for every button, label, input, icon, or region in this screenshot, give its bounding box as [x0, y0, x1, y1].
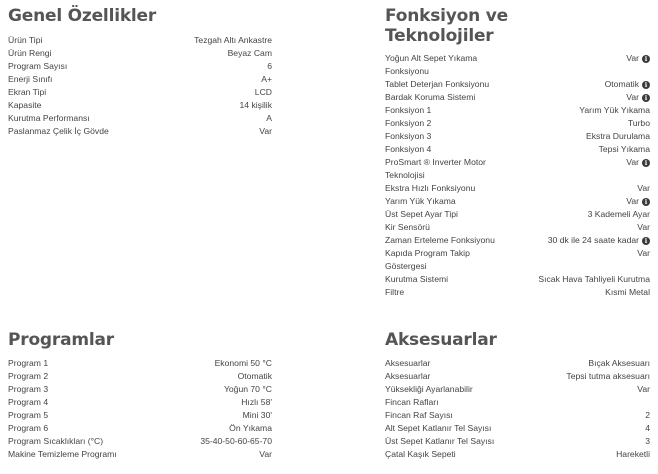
spec-value: Hızlı 58'	[241, 397, 272, 407]
info-icon[interactable]: i	[642, 198, 650, 206]
spec-value-wrap	[240, 99, 272, 112]
spec-value: Var	[637, 248, 650, 258]
spec-row	[385, 208, 650, 221]
spec-value: Var	[259, 449, 272, 459]
spec-label: Ekstra Hızlı Fonksiyonu	[385, 183, 476, 193]
spec-row	[8, 125, 272, 138]
spec-row	[385, 448, 650, 461]
spec-label: Fonksiyon 3	[385, 131, 432, 141]
spec-value: Yoğun 70 °C	[223, 384, 272, 394]
spec-row	[385, 182, 650, 195]
spec-value-wrap	[194, 34, 272, 47]
spec-value-wrap	[200, 435, 272, 448]
spec-label: Çatal Kaşık Sepeti	[385, 449, 456, 459]
spec-label: Program 6	[8, 423, 49, 433]
spec-label: Fonksiyon 1	[385, 105, 432, 115]
spec-value-wrap	[224, 383, 272, 396]
spec-row	[385, 52, 650, 78]
spec-value: 3	[645, 436, 650, 446]
spec-row	[385, 104, 650, 117]
spec-row	[8, 112, 272, 125]
spec-value: Var	[637, 222, 650, 232]
spec-value: Kısmi Metal	[605, 287, 650, 297]
spec-value-wrap	[645, 422, 650, 435]
spec-row	[385, 143, 650, 156]
spec-value-wrap	[626, 195, 650, 208]
spec-label: Üst Sepet Katlanır Tel Sayısı	[385, 436, 495, 446]
spec-row	[8, 357, 272, 370]
programs-section	[8, 330, 272, 461]
functions-technologies-section	[385, 6, 650, 299]
spec-row	[385, 435, 650, 448]
spec-value: Tepsi Yıkama	[598, 144, 650, 154]
spec-value: Var	[626, 157, 639, 167]
accessories-list	[385, 357, 650, 461]
spec-row	[8, 409, 272, 422]
spec-value-wrap	[579, 104, 650, 117]
spec-label: Fonksiyon 4	[385, 144, 432, 154]
spec-value: Tezgah Altı Ankastre	[194, 35, 272, 45]
spec-value: Otomatik	[237, 371, 272, 381]
spec-row	[385, 234, 650, 247]
spec-value-wrap	[605, 286, 650, 299]
spec-value: 35-40-50-60-65-70	[200, 436, 272, 446]
spec-value: Ön Yıkama	[229, 423, 272, 433]
spec-value-wrap	[628, 117, 650, 130]
spec-row	[385, 117, 650, 130]
spec-label: Tablet Deterjan Fonksiyonu	[385, 79, 490, 89]
spec-label: Ürün Tipi	[8, 35, 43, 45]
spec-value: Var	[259, 126, 272, 136]
spec-value-wrap	[259, 125, 272, 138]
spec-row	[8, 86, 272, 99]
accessories-section	[385, 330, 650, 461]
spec-value: Mini 30'	[242, 410, 272, 420]
spec-value: LCD	[254, 87, 272, 97]
general-features-section	[8, 6, 272, 138]
spec-value-wrap	[616, 448, 650, 461]
spec-value: Ekstra Durulama	[586, 131, 650, 141]
spec-row	[8, 60, 272, 73]
spec-value-wrap	[626, 52, 650, 65]
spec-value: 4	[645, 423, 650, 433]
spec-row	[8, 99, 272, 112]
spec-value-wrap	[255, 86, 272, 99]
spec-label: Program 5	[8, 410, 49, 420]
spec-row	[385, 409, 650, 422]
spec-label: Program 2	[8, 371, 49, 381]
spec-value-wrap	[238, 370, 272, 383]
spec-label: Kurutma Performansı	[8, 113, 90, 123]
spec-label: Makine Temizleme Programı	[8, 449, 117, 459]
info-icon[interactable]: i	[642, 55, 650, 63]
spec-value: 3 Kademeli Ayar	[587, 209, 650, 219]
spec-row	[8, 383, 272, 396]
info-icon[interactable]: i	[642, 81, 650, 89]
functions-technologies-title: Fonksiyon ve Teknolojiler	[385, 6, 508, 46]
spec-row	[385, 221, 650, 234]
spec-row	[8, 34, 272, 47]
spec-value-wrap	[259, 448, 272, 461]
spec-value-wrap	[645, 435, 650, 448]
spec-label: Enerji Sınıfı	[8, 74, 53, 84]
spec-value-wrap	[605, 78, 650, 91]
spec-value-wrap	[267, 60, 272, 73]
spec-label: Üst Sepet Ayar Tipi	[385, 209, 458, 219]
spec-value-wrap	[626, 91, 650, 104]
spec-value: Var	[626, 53, 639, 63]
spec-value: Beyaz Cam	[227, 48, 272, 58]
spec-label: Program 3	[8, 384, 49, 394]
spec-row	[385, 78, 650, 91]
spec-label: Yüksekliği Ayarlanabilir Fincan Rafları	[385, 384, 473, 407]
spec-value: A+	[261, 74, 272, 84]
spec-value: Otomatik	[604, 79, 639, 89]
spec-value: Turbo	[627, 118, 650, 128]
spec-value: Var	[626, 92, 639, 102]
spec-row	[385, 247, 650, 273]
spec-value-wrap	[548, 234, 650, 247]
spec-label: Yoğun Alt Sepet Yıkama Fonksiyonu	[385, 53, 478, 76]
spec-row	[385, 130, 650, 143]
spec-value: Ekonomi 50 °C	[214, 358, 272, 368]
spec-label: Paslanmaz Çelik İç Gövde	[8, 126, 109, 136]
spec-label: Bardak Koruma Sistemi	[385, 92, 476, 102]
spec-label: Ekran Tipi	[8, 87, 47, 97]
accessories-title: Aksesuarlar	[385, 330, 497, 350]
functions-technologies-list	[385, 52, 650, 299]
spec-label: Aksesuarlar	[385, 371, 431, 381]
spec-value: 6	[267, 61, 272, 71]
spec-value-wrap	[228, 47, 272, 60]
spec-value: 14 kişilik	[239, 100, 272, 110]
programs-list	[8, 357, 272, 461]
spec-value-wrap	[637, 221, 650, 234]
spec-label: Program Sayısı	[8, 61, 68, 71]
spec-value: Var	[637, 384, 650, 394]
spec-row	[385, 286, 650, 299]
spec-label: Alt Sepet Katlanır Tel Sayısı	[385, 423, 492, 433]
spec-label: Fonksiyon 2	[385, 118, 432, 128]
spec-label: Zaman Erteleme Fonksiyonu	[385, 235, 495, 245]
spec-label: Ürün Rengi	[8, 48, 52, 58]
spec-row	[8, 47, 272, 60]
spec-value-wrap	[588, 357, 650, 370]
spec-label: Kapasite	[8, 100, 42, 110]
spec-value-wrap	[243, 409, 272, 422]
spec-label: Fincan Raf Sayısı	[385, 410, 453, 420]
spec-value-wrap	[599, 143, 650, 156]
spec-row	[385, 357, 650, 370]
spec-value-wrap	[241, 396, 272, 409]
spec-value: A	[266, 113, 272, 123]
spec-value-wrap	[645, 409, 650, 422]
spec-row	[385, 195, 650, 208]
spec-label: ProSmart ® Inverter Motor Teknolojisi	[385, 157, 486, 180]
spec-label: Kurutma Sistemi	[385, 274, 449, 284]
spec-row	[385, 370, 650, 383]
spec-value-wrap	[626, 156, 650, 169]
spec-row	[8, 435, 272, 448]
spec-value-wrap	[637, 182, 650, 195]
spec-value: Tepsi tutma aksesuarı	[566, 371, 650, 381]
spec-value-wrap	[586, 130, 650, 143]
programs-title: Programlar	[8, 330, 114, 350]
spec-value-wrap	[215, 357, 272, 370]
spec-row	[385, 383, 650, 409]
spec-value: 30 dk ile 24 saate kadar	[547, 235, 639, 245]
spec-label: Aksesuarlar	[385, 358, 431, 368]
spec-value: Var	[637, 183, 650, 193]
spec-label: Yarım Yük Yıkama	[385, 196, 456, 206]
spec-row	[385, 156, 650, 182]
spec-value: 2	[645, 410, 650, 420]
spec-label: Program 4	[8, 397, 49, 407]
spec-value-wrap	[637, 383, 650, 396]
spec-value-wrap	[229, 422, 272, 435]
spec-value: Bıçak Aksesuarı	[588, 358, 650, 368]
spec-value-wrap	[538, 273, 650, 286]
spec-row	[8, 396, 272, 409]
spec-value: Sıcak Hava Tahliyeli Kurutma	[538, 274, 650, 284]
spec-label: Program Sıcaklıkları (°C)	[8, 436, 104, 446]
spec-row	[8, 422, 272, 435]
spec-row	[385, 273, 650, 286]
spec-value-wrap	[588, 208, 650, 221]
spec-value-wrap	[261, 73, 272, 86]
spec-label: Kapıda Program Takip Göstergesi	[385, 248, 470, 271]
spec-label: Program 1	[8, 358, 49, 368]
spec-value-wrap	[637, 247, 650, 260]
spec-value: Yarım Yük Yıkama	[579, 105, 650, 115]
spec-row	[8, 448, 272, 461]
spec-label: Kir Sensörü	[385, 222, 430, 232]
info-icon[interactable]: i	[642, 237, 650, 245]
info-icon[interactable]: i	[642, 94, 650, 102]
spec-value-wrap	[266, 112, 272, 125]
general-features-list	[8, 34, 272, 138]
info-icon[interactable]: i	[642, 159, 650, 167]
spec-row	[385, 422, 650, 435]
spec-row	[8, 370, 272, 383]
spec-value-wrap	[566, 370, 650, 383]
spec-value: Var	[626, 196, 639, 206]
spec-label: Filtre	[385, 287, 405, 297]
spec-row	[385, 91, 650, 104]
spec-value: Hareketli	[616, 449, 650, 459]
spec-row	[8, 73, 272, 86]
general-features-title: Genel Özellikler	[8, 6, 157, 26]
